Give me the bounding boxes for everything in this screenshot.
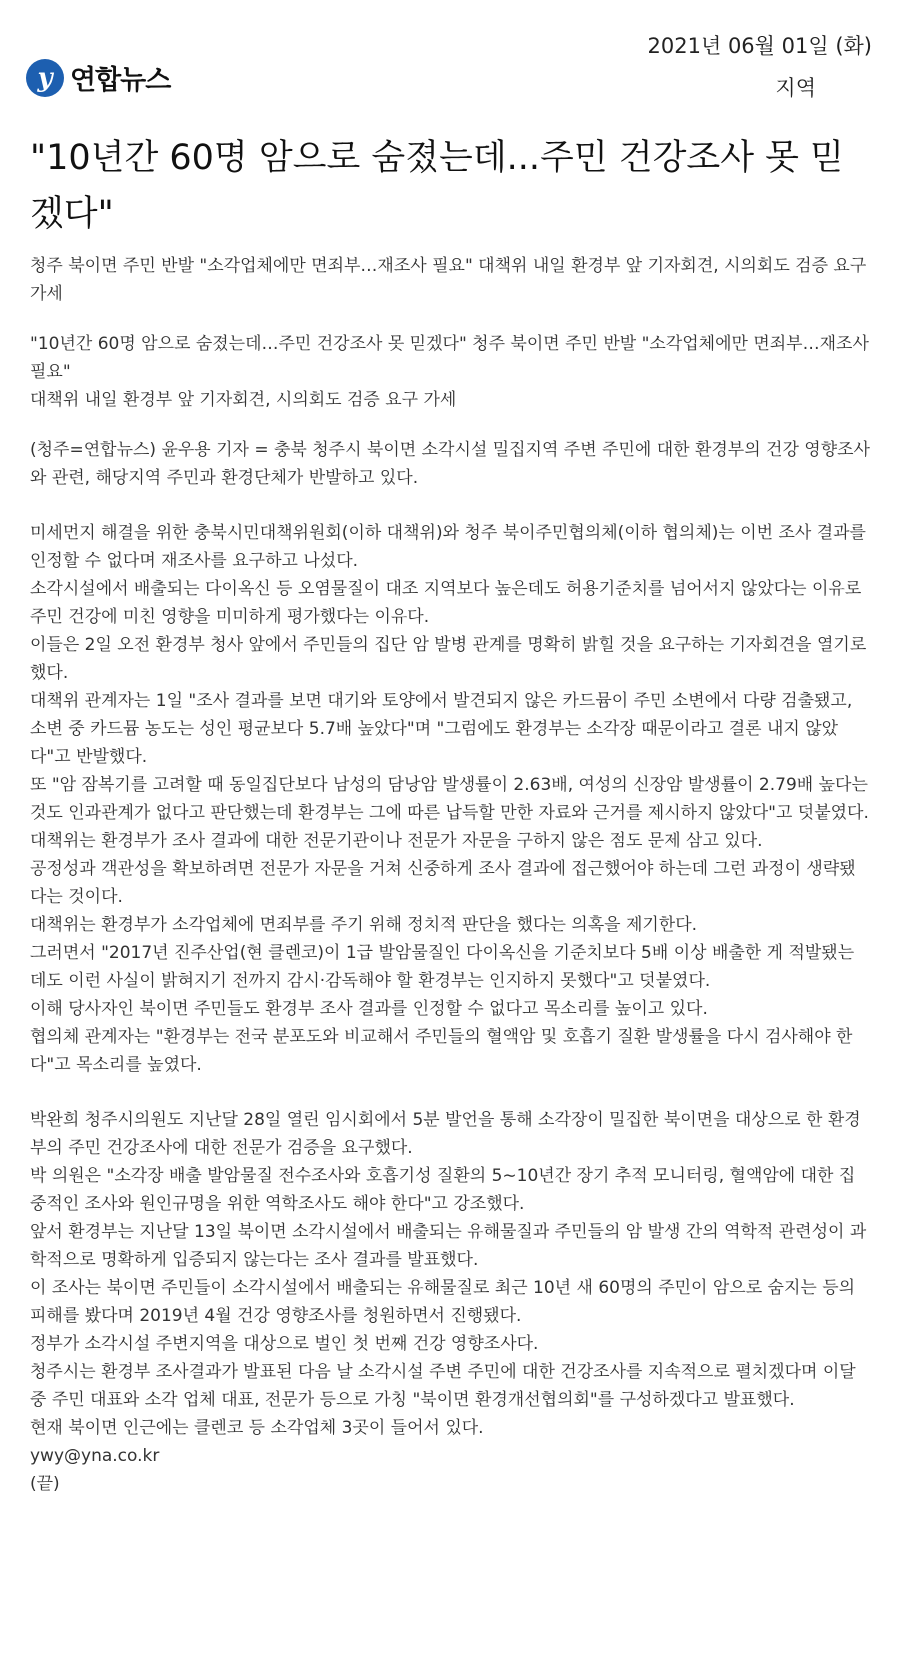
byline-text: (청주=연합뉴스) 윤우용 기자 = 충북 청주시 북이면 소각시설 밀집지역 주변 주민에 대한 환경부의 건강 영향조사와 관련, 해당지역 주민과 환경단체가 반발하고 있다. [30,440,870,488]
paragraph: 대책위 관계자는 1일 "조사 결과를 보면 대기와 토양에서 발견되지 않은 카드뮴이 주민 소변에서 다량 검출됐고, 소변 중 카드뮴 농도는 성인 평균보다 5.7배 높았다"며 "그럼에도 환경부는 소각장 때문이라고 결론 내지 않았다"고 반발했다. [30,691,853,767]
logo-text: 연합뉴스 [70,65,171,96]
paragraph: 대책위는 환경부가 소각업체에 면죄부를 주기 위해 정치적 판단을 했다는 의혹을 제기한다. [30,915,698,935]
paragraph: 대책위는 환경부가 조사 결과에 대한 전문기관이나 전문가 자문을 구하지 않은 점도 문제 삼고 있다. [30,831,763,851]
article-lead [30,330,870,414]
yonhap-logo [26,58,170,97]
paragraph-group-2 [30,1106,870,1498]
reporter-email: ywy@yna.co.kr [30,1446,160,1466]
publish-date: 2021년 06월 01일 (화) [647,34,872,58]
paragraph: 청주시는 환경부 조사결과가 발표된 다음 날 소각시설 주변 주민에 대한 건강조사를 지속적으로 펼치겠다며 이달 중 주민 대표와 소각 업체 대표, 전문가 등으로 가칭 "북이면 환경개선협의회"를 구성하겠다고 발표했다. [30,1362,856,1410]
article-end-mark: (끝) [30,1474,60,1494]
subhead-text: 청주 북이면 주민 반발 "소각업체에만 면죄부…재조사 필요" 대책위 내일 환경부 앞 기자회견, 시의회도 검증 요구 가세 [30,256,867,304]
lead-line: 대책위 내일 환경부 앞 기자회견, 시의회도 검증 요구 가세 [30,390,457,410]
article-body [30,252,870,1498]
article-subhead [30,252,870,308]
paragraph: 현재 북이면 인근에는 클렌코 등 소각업체 3곳이 들어서 있다. [30,1418,484,1438]
paragraph: 그러면서 "2017년 진주산업(현 클렌코)이 1급 발암물질인 다이옥신을 기준치보다 5배 이상 배출한 게 적발됐는데도 이런 사실이 밝혀지기 전까지 감시·감독해야 할 환경부는 인지하지 못했다"고 덧붙였다. [30,943,855,991]
paragraph: 이해 당사자인 북이면 주민들도 환경부 조사 결과를 인정할 수 없다고 목소리를 높이고 있다. [30,999,708,1019]
paragraph: 협의체 관계자는 "환경부는 전국 분포도와 비교해서 주민들의 혈액암 및 호흡기 질환 발생률을 다시 검사해야 한다"고 목소리를 높였다. [30,1027,853,1075]
section-label: 지역 [775,76,816,100]
paragraph: 소각시설에서 배출되는 다이옥신 등 오염물질이 대조 지역보다 높은데도 허용기준치를 넘어서지 않았다는 이유로 주민 건강에 미친 영향을 미미하게 평가했다는 이유다. [30,579,862,627]
paragraph-group-1 [30,519,870,1079]
paragraph: 미세먼지 해결을 위한 충북시민대책위원회(이하 대책위)와 청주 북이주민협의체(이하 협의체)는 이번 조사 결과를 인정할 수 없다며 재조사를 요구하고 나섰다. [30,523,866,571]
paragraph: 공정성과 객관성을 확보하려면 전문가 자문을 거쳐 신중하게 조사 결과에 접근했어야 하는데 그런 과정이 생략됐다는 것이다. [30,859,856,907]
paragraph: 이들은 2일 오전 환경부 청사 앞에서 주민들의 집단 암 발병 관계를 명확히 밝힐 것을 요구하는 기자회견을 열기로 했다. [30,635,867,683]
page-header [0,0,900,120]
paragraph: 박 의원은 "소각장 배출 발암물질 전수조사와 호흡기성 질환의 5∼10년간 장기 추적 모니터링, 혈액암에 대한 집중적인 조사와 원인규명을 위한 역학조사도 해야 한다"고 강조했다. [30,1166,856,1214]
yonhap-logo-icon: y [26,59,64,97]
article-title: "10년간 60명 암으로 숨졌는데...주민 건강조사 못 믿겠다" [30,138,844,234]
paragraph: 또 "암 잠복기를 고려할 때 동일집단보다 남성의 담낭암 발생률이 2.63배, 여성의 신장암 발생률이 2.79배 높다는 것도 인과관계가 없다고 판단했는데 환경부는 그에 따른 납득할 만한 자료와 근거를 제시하지 않았다"고 덧붙였다. [30,775,869,823]
article-byline [30,436,870,492]
paragraph: 이 조사는 북이면 주민들이 소각시설에서 배출되는 유해물질로 최근 10년 새 60명의 주민이 암으로 숨지는 등의 피해를 봤다며 2019년 4월 건강 영향조사를 청원하면서 진행됐다. [30,1278,856,1326]
lead-line: "10년간 60명 암으로 숨졌는데…주민 건강조사 못 믿겠다" 청주 북이면 주민 반발 "소각업체에만 면죄부…재조사 필요" [30,334,869,382]
paragraph: 박완희 청주시의원도 지난달 28일 열린 임시회에서 5분 발언을 통해 소각장이 밀집한 북이면을 대상으로 한 환경부의 주민 건강조사에 대한 전문가 검증을 요구했다. [30,1110,861,1158]
paragraph: 정부가 소각시설 주변지역을 대상으로 벌인 첫 번째 건강 영향조사다. [30,1334,539,1354]
paragraph: 앞서 환경부는 지난달 13일 북이면 소각시설에서 배출되는 유해물질과 주민들의 암 발생 간의 역학적 관련성이 과학적으로 명확하게 입증되지 않는다는 조사 결과를 발표했다. [30,1222,867,1270]
